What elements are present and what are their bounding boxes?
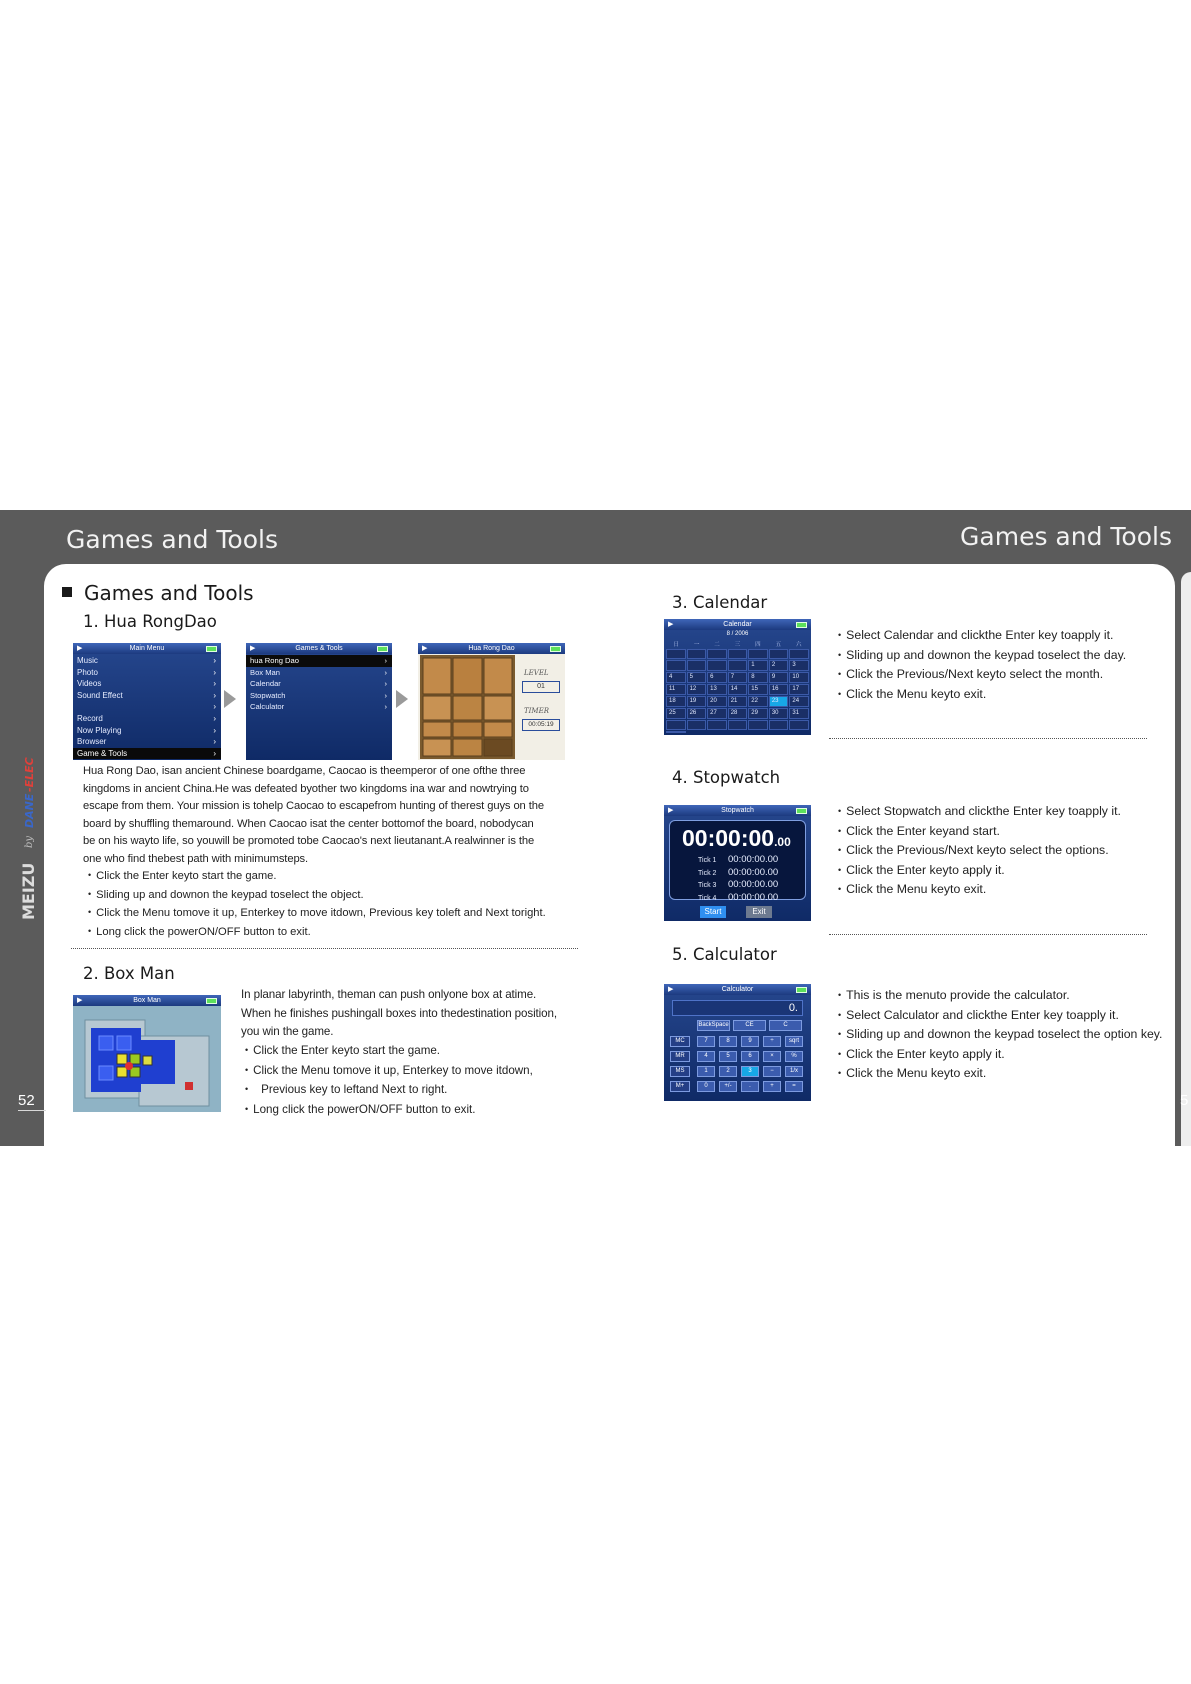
calculator-key[interactable]: 1 bbox=[697, 1066, 715, 1077]
instruction-continuation bbox=[245, 1080, 533, 1100]
instruction-item: • Click the Menu tomove it up, Enterkey to move itdown, bbox=[245, 1061, 533, 1081]
battery-icon bbox=[796, 808, 807, 814]
weekday-label: 五 bbox=[775, 642, 782, 648]
box-man-screen bbox=[73, 995, 221, 1112]
menu-item-selected[interactable]: Game & Tools › bbox=[73, 748, 221, 760]
box-man-maze bbox=[73, 1006, 221, 1112]
screen-title: Stopwatch bbox=[721, 807, 754, 814]
page-number-left: 52 bbox=[18, 1092, 46, 1111]
status-bar bbox=[246, 643, 392, 654]
instruction-item: • Click the Enter keyto apply it. bbox=[838, 861, 1121, 881]
calculator-key[interactable]: C bbox=[769, 1020, 802, 1031]
calendar-day-cell[interactable] bbox=[728, 720, 748, 730]
play-icon: ▶ bbox=[668, 807, 674, 814]
screen-title: Games & Tools bbox=[295, 645, 343, 652]
instruction-item: • Sliding up and downon the keypad toselect the day. bbox=[838, 646, 1126, 666]
menu-item[interactable]: Now Playing › bbox=[73, 725, 221, 737]
boxman-heading: 2. Box Man bbox=[83, 964, 175, 983]
calculator-key[interactable]: 2 bbox=[719, 1066, 737, 1077]
battery-icon bbox=[206, 646, 217, 652]
menu-item[interactable]: Calculator › bbox=[246, 701, 392, 713]
tick-row bbox=[698, 854, 798, 867]
calendar-day-cell[interactable] bbox=[748, 649, 768, 659]
memory-key[interactable]: M+ bbox=[670, 1081, 690, 1092]
svg-text:by: by bbox=[24, 835, 35, 848]
calendar-day-cell[interactable]: 12 bbox=[687, 684, 707, 695]
instruction-item: • Sliding up and downon the keypad toselect the object. bbox=[88, 886, 546, 905]
calculator-key[interactable]: 9 bbox=[741, 1036, 759, 1047]
hua-description bbox=[83, 763, 583, 869]
text-line: board by shuffling themaround. When Caocao isat the center bottomof the board, nobodycan bbox=[83, 817, 534, 830]
screen-title: Calendar bbox=[723, 621, 752, 628]
calculator-key[interactable]: +/- bbox=[719, 1081, 737, 1092]
instruction-item: • Click the Enter keyand start. bbox=[838, 822, 1121, 842]
calendar-day-cell[interactable] bbox=[707, 660, 727, 671]
calculator-key[interactable]: 6 bbox=[741, 1051, 759, 1062]
battery-icon bbox=[550, 646, 561, 652]
play-icon: ▶ bbox=[77, 645, 83, 652]
calculator-keypad bbox=[670, 1020, 807, 1098]
calendar-day-cell[interactable] bbox=[666, 720, 686, 730]
weekday-label: 一 bbox=[693, 642, 700, 648]
calculator-screen bbox=[664, 984, 811, 1101]
main-menu-screen bbox=[73, 643, 221, 760]
tick-label: Tick 3 bbox=[698, 882, 717, 889]
instruction-item: • Click the Enter keyto start the game. bbox=[245, 1041, 533, 1061]
calendar-day-cell[interactable]: 11 bbox=[666, 684, 686, 695]
calendar-day-cell[interactable] bbox=[707, 720, 727, 730]
calculator-key[interactable]: 0 bbox=[697, 1081, 715, 1092]
tick-label: Tick 1 bbox=[698, 857, 717, 864]
svg-text:DANE: DANE bbox=[23, 793, 36, 828]
next-page-edge bbox=[1181, 572, 1191, 1146]
timer-value: 00:05:19 bbox=[522, 719, 560, 731]
calendar-day-cell[interactable]: 6 bbox=[707, 672, 727, 683]
calendar-day-cell[interactable]: 10 bbox=[789, 672, 809, 683]
calendar-day-cell[interactable] bbox=[748, 720, 768, 730]
calendar-grid bbox=[666, 649, 809, 733]
calendar-heading: 3. Calendar bbox=[672, 593, 768, 612]
memory-key[interactable]: MR bbox=[670, 1051, 690, 1062]
calendar-day-cell[interactable] bbox=[707, 649, 727, 659]
stopwatch-heading: 4. Stopwatch bbox=[672, 768, 781, 787]
bullet-square-icon bbox=[62, 587, 72, 597]
instruction-item: • Click the Menu keyto exit. bbox=[838, 880, 1121, 900]
memory-key[interactable]: MS bbox=[670, 1066, 690, 1077]
calendar-day-cell[interactable]: 26 bbox=[687, 708, 707, 719]
stopwatch-instructions bbox=[838, 802, 1121, 900]
menu-item[interactable]: Music › bbox=[73, 655, 221, 667]
menu-item[interactable]: Calendar › bbox=[246, 678, 392, 690]
menu-item[interactable]: Browser › bbox=[73, 736, 221, 748]
calendar-day-cell[interactable] bbox=[789, 649, 809, 659]
instruction-item: • Click the Enter keyto apply it. bbox=[838, 1045, 1162, 1065]
main-time: 00:00:00 bbox=[682, 825, 775, 851]
calendar-instructions bbox=[838, 626, 1126, 704]
calculator-key[interactable]: 4 bbox=[697, 1051, 715, 1062]
instruction-item: • Click the Menu tomove it up, Enterkey to move itdown, Previous key toleft and Next toright. bbox=[88, 904, 546, 923]
tick-value: 00:00:00.00 bbox=[728, 879, 779, 890]
instruction-item: • Long click the powerON/OFF button to exit. bbox=[245, 1100, 533, 1120]
instruction-item: • Click the Menu keyto exit. bbox=[838, 1064, 1162, 1084]
calendar-screen bbox=[664, 619, 811, 735]
text-line: escape from them. Your mission is tohelp Caocao to escapefrom hunting of therest guys on the bbox=[83, 800, 544, 813]
arrow-right-icon bbox=[396, 690, 408, 708]
calendar-day-cell[interactable]: 23 bbox=[769, 696, 789, 707]
text-line: Hua Rong Dao, isan ancient Chinese boardgame, Caocao is theemperor of one ofthe three bbox=[83, 765, 526, 777]
instruction-item: • Click the Previous/Next keyto select the month. bbox=[838, 665, 1126, 685]
section-title bbox=[62, 581, 254, 605]
tick-row bbox=[698, 867, 798, 880]
calculator-key[interactable]: 8 bbox=[719, 1036, 737, 1047]
battery-icon bbox=[206, 998, 217, 1004]
status-bar bbox=[664, 619, 811, 630]
calendar-day-cell[interactable] bbox=[666, 649, 686, 659]
text-line: you win the game. bbox=[241, 1025, 334, 1038]
menu-item[interactable]: Stopwatch › bbox=[246, 690, 392, 702]
calendar-day-cell[interactable]: 8 bbox=[748, 672, 768, 683]
screen-title: Box Man bbox=[133, 997, 161, 1004]
calculator-key[interactable]: % bbox=[785, 1051, 803, 1062]
play-icon: ▶ bbox=[668, 621, 674, 628]
menu-item[interactable] bbox=[73, 701, 221, 713]
calendar-day-cell[interactable] bbox=[666, 660, 686, 671]
calendar-day-cell[interactable]: 1 bbox=[748, 660, 768, 671]
svg-text:-ELEC: -ELEC bbox=[23, 757, 36, 792]
battery-icon bbox=[796, 987, 807, 993]
games-tools-screen bbox=[246, 643, 392, 760]
hua-rong-dao-screen bbox=[418, 643, 565, 760]
status-bar bbox=[664, 984, 811, 995]
calendar-day-cell[interactable] bbox=[728, 649, 748, 659]
calendar-day-cell[interactable]: 19 bbox=[687, 696, 707, 707]
level-label: LEVEL bbox=[524, 669, 549, 677]
boxman-instructions bbox=[245, 1041, 533, 1119]
weekday-label: 三 bbox=[734, 642, 741, 648]
header-title-left: Games and Tools bbox=[66, 525, 278, 554]
calendar-day-cell[interactable]: 14 bbox=[728, 684, 748, 695]
stopwatch-main-time bbox=[682, 825, 791, 852]
games-tools-list bbox=[246, 655, 392, 713]
screen-title: Hua Rong Dao bbox=[468, 645, 515, 652]
calendar-day-cell[interactable]: 20 bbox=[707, 696, 727, 707]
calendar-month: 8 / 2006 bbox=[726, 631, 749, 637]
exit-button[interactable]: Exit bbox=[746, 906, 772, 918]
instruction-item: • Select Calculator and clickthe Enter key toapply it. bbox=[838, 1006, 1162, 1026]
instruction-item: • Long click the powerON/OFF button to exit. bbox=[88, 923, 546, 942]
calendar-day-cell[interactable]: 5 bbox=[687, 672, 707, 683]
svg-text:MEIZU: MEIZU bbox=[19, 862, 38, 920]
calendar-day-cell[interactable]: 17 bbox=[789, 684, 809, 695]
instruction-item: • Select Calendar and clickthe Enter key toapply it. bbox=[838, 626, 1126, 646]
calculator-key[interactable]: × bbox=[763, 1051, 781, 1062]
menu-item[interactable]: Sound Effect › bbox=[73, 690, 221, 702]
tick-list bbox=[698, 854, 798, 904]
menu-item[interactable]: Photo › bbox=[73, 667, 221, 679]
text-line: be on his wayto life, so youwill be promoted tobe Caocao's next lieutanant.A realwinner is the bbox=[83, 835, 535, 848]
instruction-item: • Click the Menu keyto exit. bbox=[838, 685, 1126, 705]
calendar-day-cell[interactable]: 22 bbox=[748, 696, 768, 707]
calendar-day-cell[interactable] bbox=[728, 660, 748, 671]
instruction-continuation-text: Previous key to leftand Next to right. bbox=[261, 1083, 448, 1096]
hua-heading: 1. Hua RongDao bbox=[83, 612, 217, 631]
battery-icon bbox=[796, 622, 807, 628]
calendar-day-cell[interactable]: 3 bbox=[789, 660, 809, 671]
calendar-day-cell[interactable]: 30 bbox=[769, 708, 789, 719]
calendar-day-cell[interactable] bbox=[687, 720, 707, 730]
main-time-fraction: .00 bbox=[774, 835, 791, 849]
page-number-right: 5 bbox=[1180, 1092, 1189, 1109]
battery-icon bbox=[377, 646, 388, 652]
tick-label: Tick 4 bbox=[698, 894, 717, 902]
status-bar bbox=[664, 805, 811, 816]
level-value: 01 bbox=[522, 681, 560, 693]
calculator-key[interactable]: CE bbox=[733, 1020, 766, 1031]
calendar-day-cell[interactable] bbox=[789, 720, 809, 730]
text-line: When he finishes pushingall boxes into thedestination position, bbox=[241, 1006, 557, 1020]
calendar-day-cell[interactable]: 25 bbox=[666, 708, 686, 719]
stopwatch-screen bbox=[664, 805, 811, 921]
calendar-day-cell[interactable]: 16 bbox=[769, 684, 789, 695]
start-button[interactable]: Start bbox=[700, 906, 726, 918]
timer-label: TIMER bbox=[524, 707, 549, 715]
calendar-day-cell[interactable] bbox=[666, 731, 686, 733]
tick-value: 00:00:00.00 bbox=[728, 891, 779, 903]
puzzle-board bbox=[420, 655, 515, 759]
instruction-item: • Click the Previous/Next keyto select the options. bbox=[838, 841, 1121, 861]
calculator-key[interactable]: = bbox=[785, 1081, 803, 1092]
screen-title: Main Menu bbox=[129, 645, 165, 652]
calendar-day-cell[interactable]: 21 bbox=[728, 696, 748, 707]
calendar-weekdays bbox=[666, 640, 809, 648]
calendar-day-cell[interactable]: 24 bbox=[789, 696, 809, 707]
header-title-right: Games and Tools bbox=[960, 522, 1172, 551]
play-icon: ▶ bbox=[250, 645, 256, 652]
calendar-day-cell[interactable]: 4 bbox=[666, 672, 686, 683]
weekday-label: 日 bbox=[673, 642, 679, 648]
calculator-heading: 5. Calculator bbox=[672, 945, 777, 964]
calendar-day-cell[interactable]: 15 bbox=[748, 684, 768, 695]
instruction-item: • Click the Enter keyto start the game. bbox=[88, 867, 546, 886]
instruction-item: • Sliding up and downon the keypad toselect the option key. bbox=[838, 1025, 1162, 1045]
calculator-key[interactable]: 5 bbox=[719, 1051, 737, 1062]
calendar-day-cell[interactable]: 9 bbox=[769, 672, 789, 683]
calculator-display: 0. bbox=[672, 1000, 803, 1016]
text-line: In planar labyrinth, theman can push onlyone box at atime. bbox=[241, 988, 537, 1001]
calculator-key[interactable]: 7 bbox=[697, 1036, 715, 1047]
tick-row bbox=[698, 892, 798, 905]
calendar-day-cell[interactable]: 29 bbox=[748, 708, 768, 719]
tick-label: Tick 2 bbox=[698, 869, 717, 877]
calendar-day-cell[interactable]: 31 bbox=[789, 708, 809, 719]
section-title-text: Games and Tools bbox=[84, 581, 254, 605]
status-bar bbox=[73, 643, 221, 654]
calculator-key[interactable]: + bbox=[763, 1081, 781, 1092]
menu-item[interactable]: Record › bbox=[73, 713, 221, 725]
play-icon: ▶ bbox=[668, 986, 674, 993]
main-menu-list bbox=[73, 655, 221, 759]
brand-logo bbox=[14, 730, 36, 920]
tick-value: 00:00:00.00 bbox=[728, 854, 779, 865]
calculator-instructions bbox=[838, 986, 1162, 1084]
dotted-divider bbox=[71, 948, 578, 949]
arrow-right-icon bbox=[224, 690, 236, 708]
play-icon: ▶ bbox=[422, 645, 428, 652]
hua-instructions bbox=[88, 867, 546, 941]
weekday-label: 二 bbox=[714, 642, 720, 648]
menu-item[interactable]: Videos › bbox=[73, 678, 221, 690]
calculator-key[interactable]: sqrt bbox=[785, 1036, 803, 1047]
calendar-day-cell[interactable]: 7 bbox=[728, 672, 748, 683]
weekday-label: 四 bbox=[755, 642, 761, 648]
calculator-key[interactable]: 3 bbox=[741, 1066, 759, 1077]
calendar-day-cell[interactable] bbox=[769, 649, 789, 659]
text-line: one who find thebest path with minimumsteps. bbox=[83, 852, 309, 865]
instruction-item: • This is the menuto provide the calculator. bbox=[838, 986, 1162, 1006]
play-icon: ▶ bbox=[77, 997, 83, 1004]
calendar-day-cell[interactable]: 13 bbox=[707, 684, 727, 695]
calendar-day-cell[interactable]: 28 bbox=[728, 708, 748, 719]
status-bar bbox=[418, 643, 565, 654]
dotted-divider bbox=[829, 934, 1147, 935]
calculator-key[interactable]: 1/x bbox=[785, 1066, 803, 1077]
menu-item[interactable]: Box Man › bbox=[246, 667, 392, 679]
calendar-day-cell[interactable] bbox=[769, 720, 789, 730]
calendar-day-cell[interactable]: 18 bbox=[666, 696, 686, 707]
text-line: kingdoms in ancient China.He was defeated byother two kingdoms ina war and nowtrying to bbox=[83, 782, 529, 795]
calculator-key[interactable]: − bbox=[763, 1066, 781, 1077]
weekday-label: 六 bbox=[796, 642, 802, 648]
calendar-day-cell[interactable]: 27 bbox=[707, 708, 727, 719]
tick-row bbox=[698, 879, 798, 892]
calendar-day-cell[interactable] bbox=[687, 649, 707, 659]
calculator-key[interactable]: BackSpace bbox=[697, 1020, 730, 1031]
calendar-day-cell[interactable] bbox=[687, 660, 707, 671]
calculator-key[interactable]: ÷ bbox=[763, 1036, 781, 1047]
calculator-key[interactable]: . bbox=[741, 1081, 759, 1092]
menu-item-selected[interactable]: hua Rong Dao › bbox=[246, 655, 392, 667]
calendar-day-cell[interactable]: 2 bbox=[769, 660, 789, 671]
instruction-item: • Select Stopwatch and clickthe Enter key toapply it. bbox=[838, 802, 1121, 822]
screen-title: Calculator bbox=[721, 986, 754, 993]
dotted-divider bbox=[829, 738, 1147, 739]
status-bar bbox=[73, 995, 221, 1006]
tick-value: 00:00:00.00 bbox=[728, 866, 779, 878]
boxman-description bbox=[241, 986, 581, 1042]
memory-key[interactable]: MC bbox=[670, 1036, 690, 1047]
